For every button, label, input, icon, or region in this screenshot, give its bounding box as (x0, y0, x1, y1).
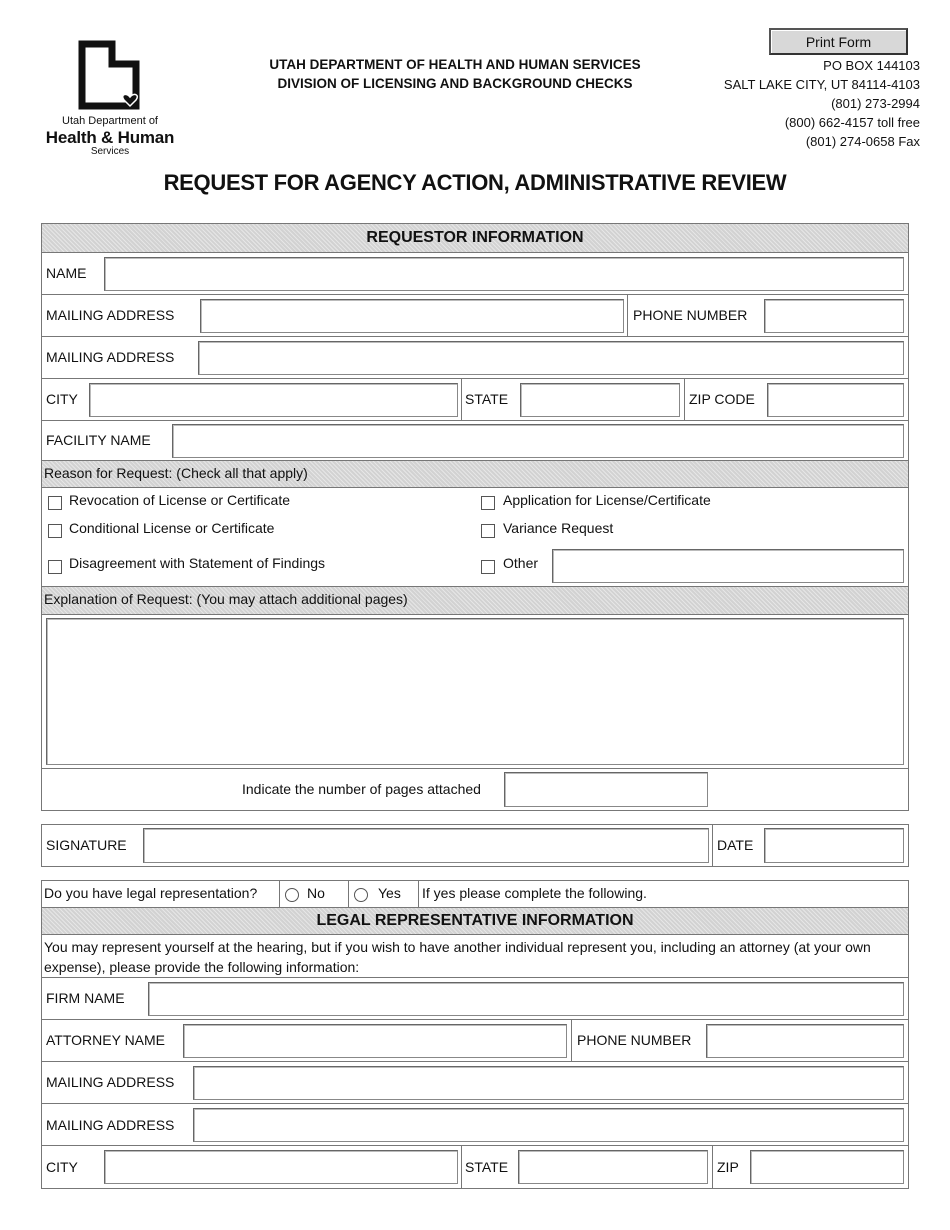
city-state-zip-row (42, 379, 908, 421)
address-toll-free: (800) 662-4157 toll free (784, 115, 920, 130)
logo-text-line2: Health & Human (45, 128, 175, 147)
firm-name-input[interactable] (148, 982, 904, 1016)
reason-checkboxes (42, 488, 908, 587)
attorney-phone-input[interactable] (706, 1024, 904, 1058)
legal-zip-input[interactable] (750, 1150, 904, 1184)
address-fax: (801) 274-0658 Fax (805, 134, 920, 149)
legal-yes-label: Yes (378, 885, 401, 901)
address-city: SALT LAKE CITY, UT 84114-4103 (723, 77, 920, 92)
firm-name-row (42, 978, 908, 1020)
facility-name-row (42, 421, 908, 461)
legal-if-yes-note: If yes please complete the following. (422, 885, 647, 901)
utah-state-logo-icon (78, 40, 144, 112)
mailing-address-label: MAILING ADDRESS (46, 349, 175, 365)
signature-input[interactable] (143, 828, 709, 863)
agency-address (724, 56, 920, 151)
conditional-license-checkbox[interactable] (48, 524, 62, 538)
firm-name-label: FIRM NAME (46, 990, 125, 1006)
mailing-address-label: MAILING ADDRESS (46, 1117, 175, 1133)
department-heading (230, 55, 680, 93)
divider (348, 881, 349, 907)
print-form-button[interactable]: Print Form (769, 28, 908, 55)
facility-name-input[interactable] (172, 424, 904, 458)
legal-intro-text: You may represent yourself at the hearing, but if you wish to have another individual represent you, including an attorney (at your own expense), please provide the following information: (44, 939, 871, 975)
name-label: NAME (46, 265, 87, 281)
disagreement-label: Disagreement with Statement of Findings (69, 555, 326, 571)
legal-city-input[interactable] (104, 1150, 458, 1184)
phone-number-label: PHONE NUMBER (633, 307, 748, 323)
division-name: DIVISION OF LICENSING AND BACKGROUND CHECKS (277, 76, 633, 91)
form-title: REQUEST FOR AGENCY ACTION, ADMINISTRATIVE REVIEW (163, 170, 787, 195)
mailing-address-row-2 (42, 337, 908, 379)
address-po-box: PO BOX 144103 (823, 58, 920, 73)
other-label: Other (503, 555, 539, 571)
disagreement-checkbox[interactable] (48, 560, 62, 574)
requestor-section (41, 223, 909, 811)
mailing-address-label: MAILING ADDRESS (46, 1074, 175, 1090)
legal-city-state-zip-row (42, 1146, 908, 1188)
name-input[interactable] (104, 257, 904, 291)
name-row (42, 253, 908, 295)
reason-heading: Reason for Request: (Check all that apply) (42, 461, 908, 488)
legal-heading: LEGAL REPRESENTATIVE INFORMATION (42, 908, 908, 935)
attorney-phone-label: PHONE NUMBER (577, 1032, 692, 1048)
application-label: Application for License/Certificate (503, 492, 711, 508)
logo-text-line3: Services (90, 146, 130, 157)
attorney-row (42, 1020, 908, 1062)
explanation-row (42, 615, 908, 769)
conditional-license-label: Conditional License or Certificate (69, 520, 275, 536)
phone-number-input[interactable] (764, 299, 904, 333)
date-label: DATE (717, 837, 754, 853)
state-label: STATE (465, 391, 509, 407)
variance-request-checkbox[interactable] (481, 524, 495, 538)
mailing-address-input-1[interactable] (200, 299, 624, 333)
legal-question-label: Do you have legal representation? (44, 885, 258, 901)
logo-text-line1: Utah Department of (62, 115, 158, 127)
pages-attached-label: Indicate the number of pages attached (242, 781, 481, 797)
attorney-name-label: ATTORNEY NAME (46, 1032, 166, 1048)
divider (571, 1020, 572, 1061)
city-label: CITY (46, 391, 78, 407)
state-input[interactable] (520, 383, 680, 417)
legal-question-row (42, 881, 908, 908)
city-input[interactable] (89, 383, 458, 417)
attorney-name-input[interactable] (183, 1024, 567, 1058)
revocation-label: Revocation of License or Certificate (69, 492, 290, 508)
pages-attached-row (42, 769, 908, 810)
zip-code-input[interactable] (767, 383, 904, 417)
legal-no-radio[interactable] (285, 888, 299, 902)
revocation-checkbox[interactable] (48, 496, 62, 510)
legal-mailing-address-input-1[interactable] (193, 1066, 904, 1100)
legal-mailing-row-1 (42, 1062, 908, 1104)
divider (712, 825, 713, 866)
legal-mailing-address-input-2[interactable] (193, 1108, 904, 1142)
legal-intro (42, 935, 908, 978)
department-name: UTAH DEPARTMENT OF HEALTH AND HUMAN SERVICES (269, 57, 641, 72)
divider (461, 379, 462, 420)
mailing-address-label: MAILING ADDRESS (46, 307, 175, 323)
date-input[interactable] (764, 828, 904, 863)
application-checkbox[interactable] (481, 496, 495, 510)
zip-label: ZIP (717, 1159, 739, 1175)
explanation-heading: Explanation of Request: (You may attach additional pages) (42, 587, 908, 615)
address-phone: (801) 273-2994 (831, 96, 920, 111)
divider (712, 1146, 713, 1188)
variance-request-label: Variance Request (503, 520, 614, 536)
divider (627, 295, 628, 336)
divider (684, 379, 685, 420)
divider (461, 1146, 462, 1188)
divider (279, 881, 280, 907)
city-label: CITY (46, 1159, 78, 1175)
legal-yes-radio[interactable] (354, 888, 368, 902)
pages-attached-input[interactable] (504, 772, 708, 807)
requestor-heading: REQUESTOR INFORMATION (42, 224, 908, 253)
zip-code-label: ZIP CODE (689, 391, 755, 407)
legal-state-input[interactable] (518, 1150, 708, 1184)
legal-no-label: No (307, 885, 325, 901)
other-reason-input[interactable] (552, 549, 904, 583)
divider (418, 881, 419, 907)
facility-name-label: FACILITY NAME (46, 432, 151, 448)
explanation-textarea[interactable] (46, 618, 904, 765)
mailing-address-row-1 (42, 295, 908, 337)
other-checkbox[interactable] (481, 560, 495, 574)
signature-label: SIGNATURE (46, 837, 127, 853)
state-label: STATE (465, 1159, 509, 1175)
mailing-address-input-2[interactable] (198, 341, 904, 375)
legal-section (41, 880, 909, 1189)
signature-section (41, 824, 909, 867)
legal-mailing-row-2 (42, 1104, 908, 1146)
